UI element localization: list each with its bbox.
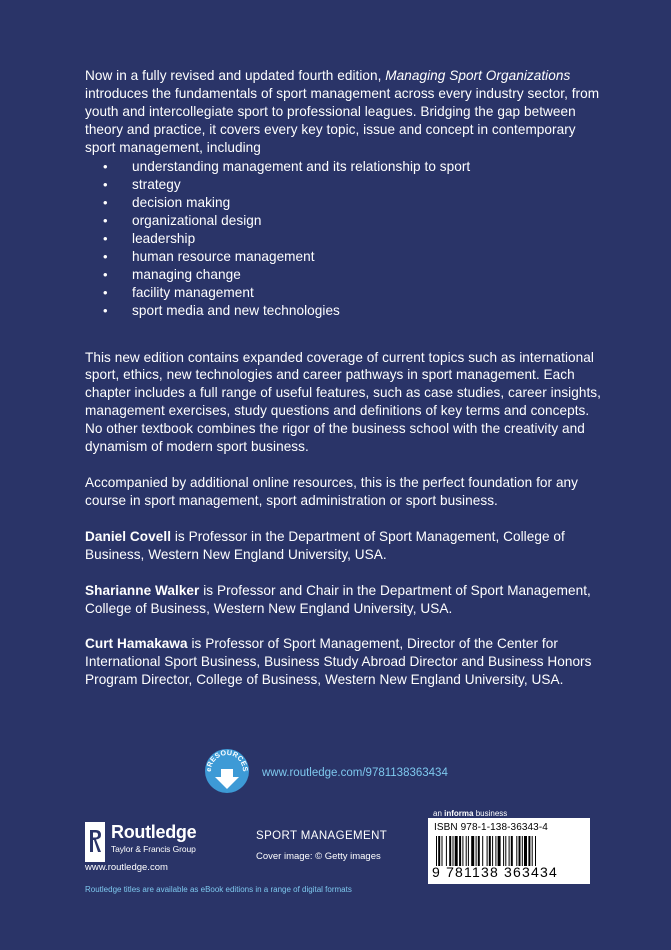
publisher-group: Taylor & Francis Group — [111, 844, 196, 854]
barcode-bar — [471, 836, 474, 866]
eresources-download-icon — [204, 747, 250, 795]
barcode-bar — [519, 836, 521, 866]
eresources-badge-text: eRESOURCES — [204, 747, 250, 773]
book-title: Managing Sport Organizations — [385, 68, 571, 83]
author-name: Sharianne Walker — [85, 582, 200, 598]
barcode-bar — [455, 836, 458, 866]
barcode-bar — [449, 836, 451, 866]
list-item: • strategy — [85, 176, 605, 194]
list-item: • managing change — [85, 266, 605, 284]
eresources-block — [204, 747, 504, 795]
author-bio: Daniel Covell is Professor in the Department of Sport Management, College of Business, Western New England University, USA. — [85, 528, 565, 562]
barcode-bar — [535, 836, 536, 866]
barcode-bar — [505, 836, 506, 866]
barcode-bar — [466, 836, 467, 866]
author-name: Daniel Covell — [85, 528, 172, 544]
barcode-bar — [459, 836, 461, 866]
coverage-paragraph: This new edition contains expanded coverage of current topics such as international sport, ethics, new technologies and career pathways in sport management. Each chapter includes a full range of useful features, such as case studies, career insights, management exercises, study questions and definitions of key terms and concepts. No other textbook combines the rigor of the business school with the creativity and dynamism of modern sport business. — [85, 349, 601, 455]
barcode-bar — [532, 836, 533, 866]
author-bio: Curt Hamakawa is Professor of Sport Management, Director of the Center for International Sport Business, Business Study Abroad Director and Business Honors Program Director, College of Business, Western New England University, USA. — [85, 636, 592, 688]
barcode-bar — [478, 836, 480, 866]
cover-credit: Cover image: © Getty images — [256, 851, 381, 862]
ebook-note: Routledge titles are available as eBook editions in a range of digital formats — [85, 885, 352, 894]
barcode-icon — [434, 836, 584, 866]
routledge-logo — [85, 822, 225, 872]
author-name: Curt Hamakawa — [85, 636, 188, 652]
isbn-label: ISBN 978-1-138-36343-4 — [434, 822, 548, 833]
barcode-bar — [489, 836, 491, 866]
barcode-bar — [468, 836, 469, 866]
topic-list — [85, 158, 605, 320]
barcode-bar — [487, 836, 488, 866]
list-item: • decision making — [85, 194, 605, 212]
list-item: • human resource management — [85, 248, 605, 266]
subject-category: SPORT MANAGEMENT — [256, 830, 388, 842]
barcode-bar — [503, 836, 504, 866]
barcode-bar — [462, 836, 463, 866]
list-item: • organizational design — [85, 212, 605, 230]
barcode-bar — [498, 836, 501, 866]
barcode-bar — [495, 836, 496, 866]
barcode-bar — [511, 836, 513, 866]
resources-link[interactable]: www.routledge.com/9781138363434 — [262, 767, 448, 779]
list-item: • understanding management and its relationship to sport — [85, 158, 605, 176]
barcode-bar — [516, 836, 517, 866]
barcode-bar — [492, 836, 493, 866]
list-item: • sport media and new technologies — [85, 302, 605, 320]
blurb-text — [85, 67, 605, 707]
resources-paragraph: Accompanied by additional online resources, this is the perfect foundation for any course in sport management, sport administration or sport business. — [85, 474, 579, 508]
barcode-bar — [438, 836, 440, 866]
barcode-bar — [522, 836, 523, 866]
routledge-emblem-icon — [85, 822, 105, 862]
intro-paragraph: Now in a fully revised and updated fourth edition, Managing Sport Organizations introduces the fundamentals of sport management across every industry sector, from youth and intercollegiate sport to professional leagues. Bridging the gap between theory and practice, it covers every key topic, issue and concept in contemporary sport management, including — [85, 68, 600, 155]
barcode-bar — [446, 836, 447, 866]
barcode-bar — [528, 836, 530, 866]
isbn-barcode — [428, 818, 590, 884]
barcode-bar — [476, 836, 477, 866]
barcode-bar — [509, 836, 510, 866]
barcode-bar — [524, 836, 527, 866]
barcode-bar — [453, 836, 454, 866]
barcode-bar — [482, 836, 483, 866]
informa-business-label: an informa business — [433, 809, 508, 818]
barcode-bar — [436, 836, 437, 866]
publisher-website[interactable]: www.routledge.com — [85, 862, 168, 873]
barcode-bar — [442, 836, 443, 866]
publisher-name: Routledge — [111, 822, 197, 842]
author-bio: Sharianne Walker is Professor and Chair in the Department of Sport Management, College of Business, Western New England University, USA. — [85, 582, 591, 616]
list-item: • facility management — [85, 284, 605, 302]
list-item: • leadership — [85, 230, 605, 248]
ean-digits: 9 781138 363434 — [432, 864, 558, 880]
